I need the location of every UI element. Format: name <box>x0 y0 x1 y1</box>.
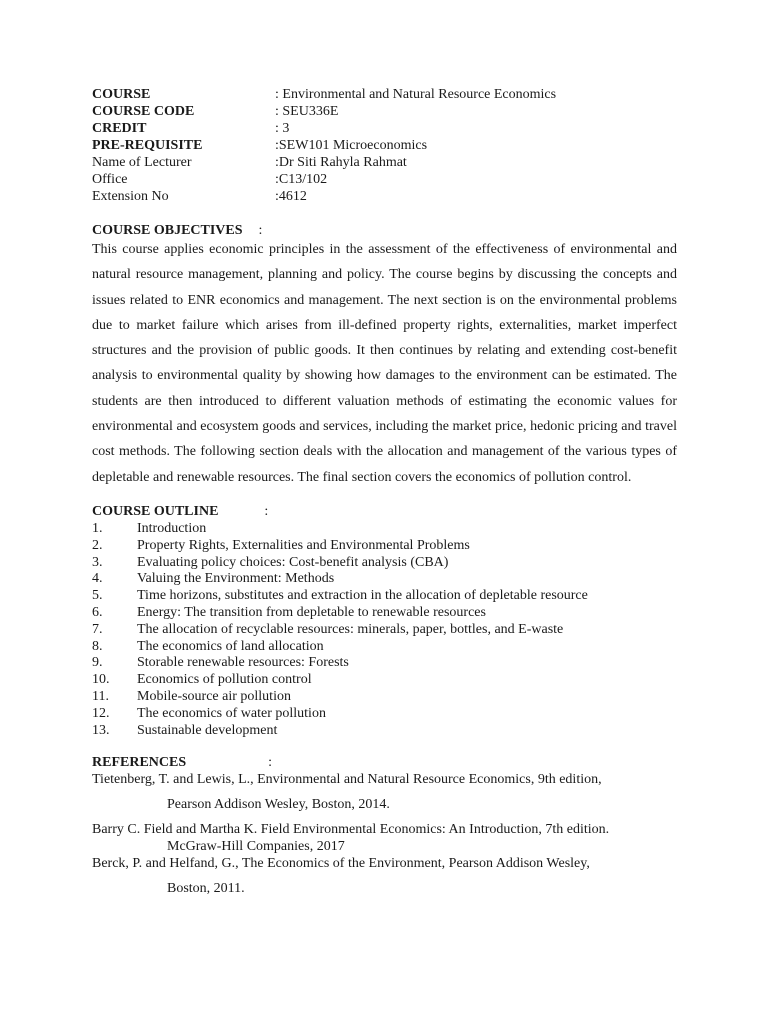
reference-3-line-2: Boston, 2011. <box>167 881 245 897</box>
info-label: Name of Lecturer <box>92 155 192 170</box>
course-info <box>92 86 677 205</box>
item-text: Evaluating policy choices: Cost-benefit analysis (CBA) <box>137 554 449 570</box>
document-page <box>92 86 677 897</box>
list-item <box>92 554 677 571</box>
item-text: Energy: The transition from depletable to renewable resources <box>137 604 486 620</box>
info-row-office <box>92 171 677 188</box>
info-value: :Dr Siti Rahyla Rahmat <box>275 155 407 170</box>
list-item <box>92 520 677 537</box>
list-item <box>92 654 677 671</box>
info-label: COURSE <box>92 87 151 102</box>
info-label: PRE-REQUISITE <box>92 138 203 153</box>
item-text: Mobile-source air pollution <box>137 688 291 704</box>
section-colon: : <box>268 755 273 771</box>
list-item <box>92 537 677 554</box>
item-number: 12. <box>92 705 110 721</box>
item-number: 6. <box>92 604 103 620</box>
references-list <box>92 771 677 897</box>
reference-1-line-2: Pearson Addison Wesley, Boston, 2014. <box>167 797 390 813</box>
item-number: 13. <box>92 722 110 738</box>
info-label: Office <box>92 172 128 187</box>
item-text: Time horizons, substitutes and extraction in the allocation of depletable resource <box>137 588 588 604</box>
item-number: 7. <box>92 621 103 637</box>
section-title: REFERENCES <box>92 755 187 771</box>
item-text: Property Rights, Externalities and Environmental Problems <box>137 537 470 553</box>
item-number: 3. <box>92 554 103 570</box>
item-text: Valuing the Environment: Methods <box>137 571 335 587</box>
info-row-credit <box>92 120 677 137</box>
reference-3-line-1: Berck, P. and Helfand, G., The Economics of the Environment, Pearson Addison Wesley, <box>92 856 590 872</box>
item-number: 5. <box>92 588 103 604</box>
item-number: 1. <box>92 520 103 536</box>
info-label: COURSE CODE <box>92 104 195 119</box>
outline-list <box>92 520 677 738</box>
info-value: : 3 <box>275 121 290 136</box>
item-number: 9. <box>92 655 103 671</box>
item-text: The allocation of recyclable resources: minerals, paper, bottles, and E-waste <box>137 621 564 637</box>
section-colon: : <box>258 223 263 238</box>
info-row-course-code <box>92 103 677 120</box>
info-value: :4612 <box>275 189 307 204</box>
item-text: The economics of water pollution <box>137 705 326 721</box>
list-item <box>92 688 677 705</box>
references-heading <box>92 754 677 771</box>
info-row-lecturer <box>92 154 677 171</box>
list-item <box>92 570 677 587</box>
info-value: : SEU336E <box>275 104 339 119</box>
item-number: 10. <box>92 672 110 688</box>
outline-heading <box>92 503 677 520</box>
item-number: 11. <box>92 688 109 704</box>
reference-2-line-2: McGraw-Hill Companies, 2017 <box>167 839 345 855</box>
info-value: : Environmental and Natural Resource Economics <box>275 87 557 102</box>
section-title: COURSE OBJECTIVES <box>92 223 243 238</box>
info-row-course <box>92 86 677 103</box>
section-colon: : <box>264 503 269 519</box>
info-row-prerequisite <box>92 137 677 154</box>
section-title: COURSE OUTLINE <box>92 503 219 519</box>
info-label: Extension No <box>92 189 169 204</box>
item-number: 2. <box>92 537 103 553</box>
list-item <box>92 722 677 739</box>
list-item <box>92 638 677 655</box>
info-value: :C13/102 <box>275 172 328 187</box>
info-value: :SEW101 Microeconomics <box>275 138 428 153</box>
item-number: 4. <box>92 571 103 587</box>
item-text: The economics of land allocation <box>137 638 324 654</box>
reference-1-line-1: Tietenberg, T. and Lewis, L., Environmental and Natural Resource Economics, 9th edition, <box>92 772 602 788</box>
list-item <box>92 587 677 604</box>
item-text: Economics of pollution control <box>137 672 312 688</box>
reference-2-line-1: Barry C. Field and Martha K. Field Environmental Economics: An Introduction, 7th edition. <box>92 822 610 838</box>
list-item <box>92 671 677 688</box>
list-item <box>92 621 677 638</box>
item-text: Introduction <box>137 520 207 536</box>
item-number: 8. <box>92 638 103 654</box>
item-text: Storable renewable resources: Forests <box>137 655 349 671</box>
item-text: Sustainable development <box>137 722 278 738</box>
list-item <box>92 705 677 722</box>
info-row-extension <box>92 188 677 205</box>
info-label: CREDIT <box>92 121 147 136</box>
list-item <box>92 604 677 621</box>
objectives-paragraph: This course applies economic principles in the assessment of the effectiveness of environmental and natural resource management, planning and policy. The course begins by discussing the concepts and issues related to ENR economics and management. The next section is on the environmental problems due to market failure which arises from ill-defined property rights, externalities, market imperfect structures and the provision of public goods. It then continues by relating and extending cost-benefit analysis to environmental quality by showing how damages to the environment can be estimated. The students are then introduced to different valuation methods of estimating the economic values for environmental and ecosystem goods and services, including the market price, hedonic pricing and travel cost methods. The following section deals with the allocation and management of the various types of depletable and renewable resources. The final section covers the economics of pollution control. <box>92 242 677 485</box>
